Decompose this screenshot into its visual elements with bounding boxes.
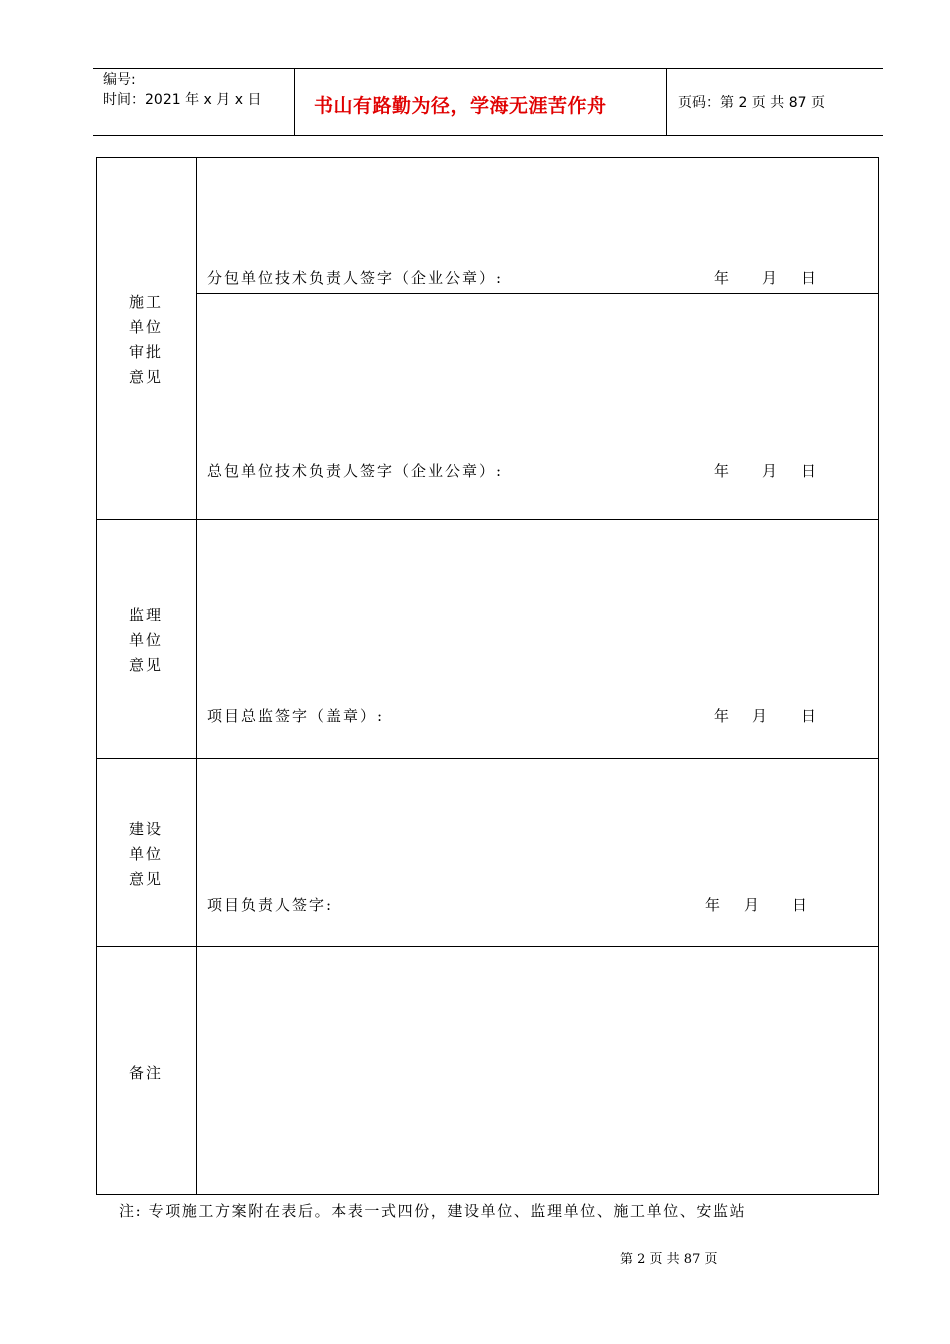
section-divider-2	[96, 758, 879, 759]
supervision-date-month: 月	[752, 707, 768, 725]
construction-label-line-2: 单位	[129, 318, 164, 336]
header-time-label: 时间：2021 年 x 月 x 日	[103, 92, 262, 108]
supervision-label-line-2: 单位	[129, 631, 164, 649]
form-note: 注: 专项施工方案附在表后。本表一式四份，建设单位、监理单位、施工单位、安监站	[119, 1202, 747, 1220]
header-top-rule	[93, 68, 883, 69]
owner-date-day: 日	[792, 896, 808, 914]
main-date-day: 日	[801, 462, 817, 480]
section-divider-3	[96, 946, 879, 947]
owner-label-line-1: 建设	[129, 820, 164, 838]
construction-label-line-4: 意见	[129, 368, 164, 386]
header-divider-right	[666, 68, 667, 136]
main-date-month: 月	[762, 462, 778, 480]
supervision-label	[129, 603, 163, 678]
sub-date-day: 日	[801, 269, 817, 287]
owner-label-line-2: 单位	[129, 845, 164, 863]
construction-label-line-3: 审批	[129, 343, 164, 361]
header-divider-left	[294, 68, 295, 136]
owner-date-month: 月	[744, 896, 760, 914]
supervision-date-day: 日	[801, 707, 817, 725]
header-page-info: 页码：第 2 页 共 87 页	[678, 95, 825, 111]
supervision-label-line-1: 监理	[129, 606, 164, 624]
general-contractor-signature-label: 总包单位技术负责人签字（企业公章）:	[207, 462, 504, 480]
subcontractor-signature-label: 分包单位技术负责人签字（企业公章）:	[207, 269, 504, 287]
construction-label-line-1: 施工	[129, 293, 164, 311]
chief-supervisor-signature-label: 项目总监签字（盖章）:	[207, 707, 385, 725]
section-divider-1	[96, 519, 879, 520]
page-footer: 第 2 页 共 87 页	[620, 1252, 718, 1267]
owner-label-line-3: 意见	[129, 870, 164, 888]
approval-form-table	[96, 157, 879, 1195]
project-manager-signature-label: 项目负责人签字:	[207, 896, 334, 914]
sub-date-month: 月	[762, 269, 778, 287]
main-date-year: 年	[714, 462, 730, 480]
owner-label	[129, 817, 163, 892]
header-bottom-rule	[93, 135, 883, 136]
construction-inner-divider	[196, 293, 879, 294]
sub-date-year: 年	[714, 269, 730, 287]
construction-label	[129, 290, 163, 390]
supervision-label-line-3: 意见	[129, 656, 164, 674]
header-motto: 书山有路勤为径，学海无涯苦作舟	[314, 95, 607, 117]
owner-date-year: 年	[705, 896, 721, 914]
remarks-label: 备注	[129, 1064, 164, 1082]
supervision-date-year: 年	[714, 707, 730, 725]
label-column-divider	[196, 157, 197, 1195]
header-number-label: 编号:	[103, 72, 136, 88]
